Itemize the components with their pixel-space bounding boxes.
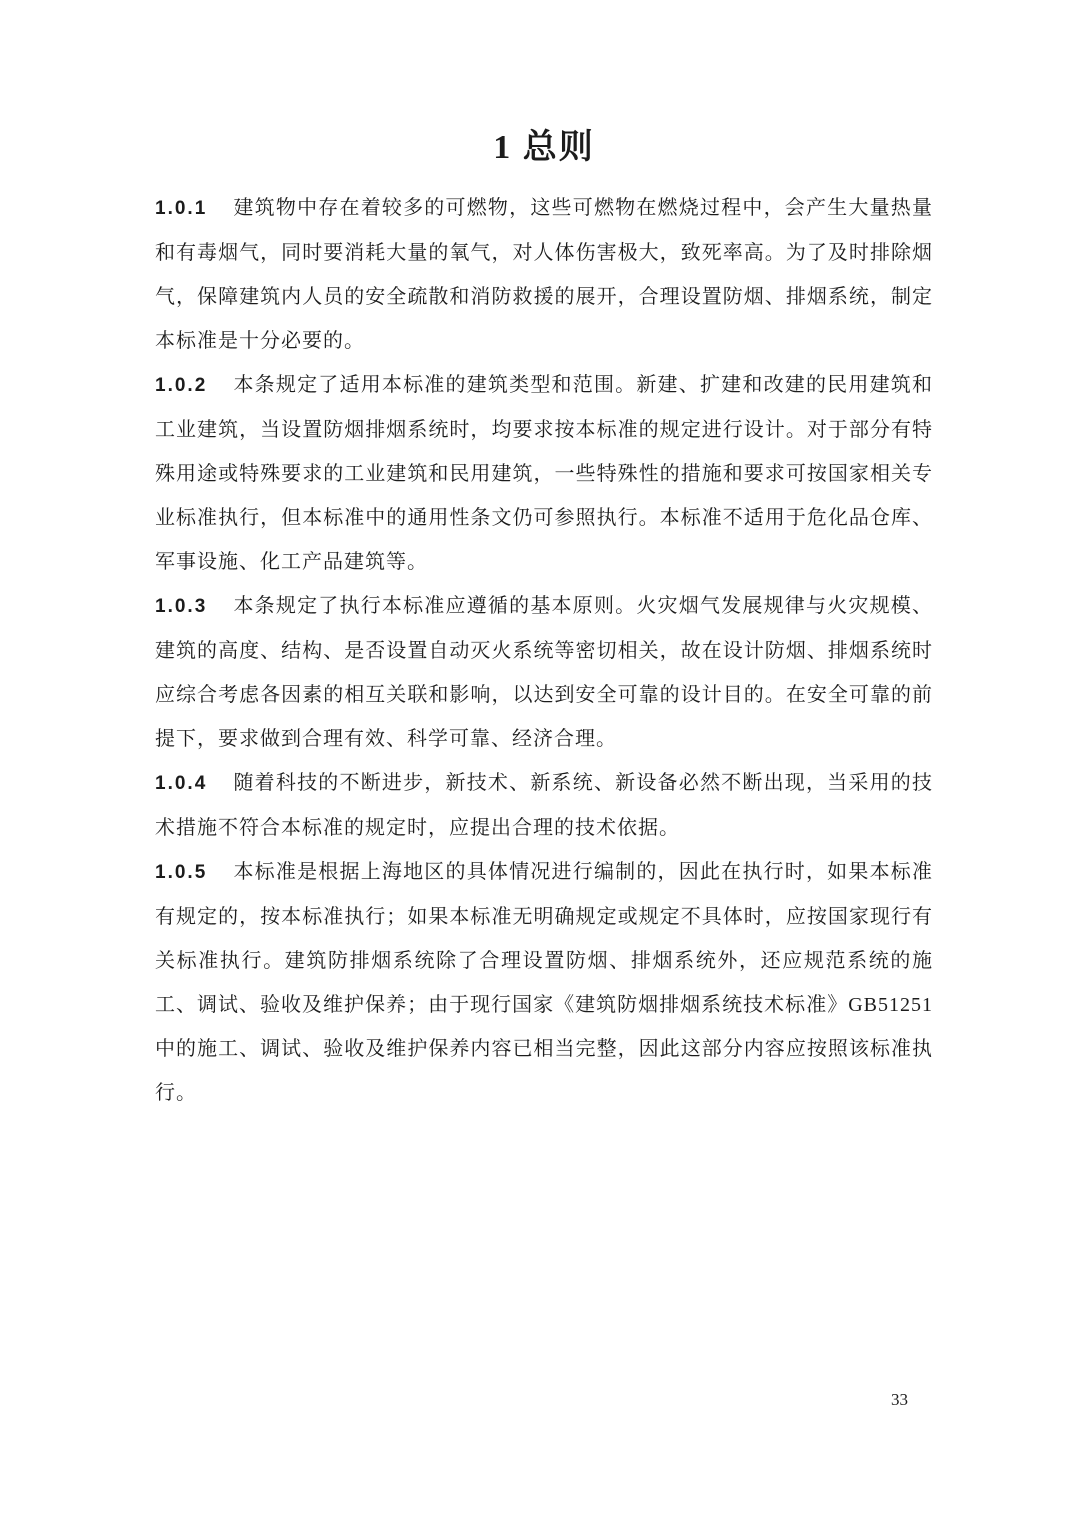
clause-number: 1.0.5 xyxy=(155,862,208,883)
document-content xyxy=(155,122,933,1115)
clause-1-0-5 xyxy=(155,850,933,1115)
page-number: 33 xyxy=(891,1390,908,1409)
clause-1-0-4 xyxy=(155,761,933,850)
clause-1-0-2 xyxy=(155,363,933,584)
clause-text: 本条规定了适用本标准的建筑类型和范围。新建、扩建和改建的民用建筑和工业建筑，当设置防烟排烟系统时，均要求按本标准的规定进行设计。对于部分有特殊用途或特殊要求的工业建筑和民用建筑，一些特殊性的措施和要求可按国家相关专业标准执行，但本标准中的通用性条文仍可参照执行。本标准不适用于危化品仓库、军事设施、化工产品建筑等。 xyxy=(155,374,933,573)
clause-text: 随着科技的不断进步，新技术、新系统、新设备必然不断出现，当采用的技术措施不符合本标准的规定时，应提出合理的技术依据。 xyxy=(155,772,933,839)
clause-text: 本条规定了执行本标准应遵循的基本原则。火灾烟气发展规律与火灾规模、建筑的高度、结构、是否设置自动灭火系统等密切相关，故在设计防烟、排烟系统时应综合考虑各因素的相互关联和影响，以达到安全可靠的设计目的。在安全可靠的前提下，要求做到合理有效、科学可靠、经济合理。 xyxy=(155,595,933,750)
clause-number: 1.0.3 xyxy=(155,596,208,617)
clause-number: 1.0.4 xyxy=(155,773,208,794)
clause-1-0-1 xyxy=(155,186,933,363)
page-title: 1 总则 xyxy=(493,129,595,166)
clause-text: 本标准是根据上海地区的具体情况进行编制的，因此在执行时，如果本标准有规定的，按本标准执行；如果本标准无明确规定或规定不具体时，应按国家现行有关标准执行。建筑防排烟系统除了合理设置防烟、排烟系统外，还应规范系统的施工、调试、验收及维护保养；由于现行国家《建筑防烟排烟系统技术标准》GB51251 中的施工、调试、验收及维护保养内容已相当完整，因此这部分内容应按照该标准执行。 xyxy=(155,861,933,1104)
clause-number: 1.0.1 xyxy=(155,198,208,219)
clause-text: 建筑物中存在着较多的可燃物，这些可燃物在燃烧过程中，会产生大量热量和有毒烟气，同时要消耗大量的氧气，对人体伤害极大，致死率高。为了及时排除烟气，保障建筑内人员的安全疏散和消防救援的展开，合理设置防烟、排烟系统，制定本标准是十分必要的。 xyxy=(155,197,933,352)
clause-number: 1.0.2 xyxy=(155,375,208,396)
clause-1-0-3 xyxy=(155,584,933,761)
